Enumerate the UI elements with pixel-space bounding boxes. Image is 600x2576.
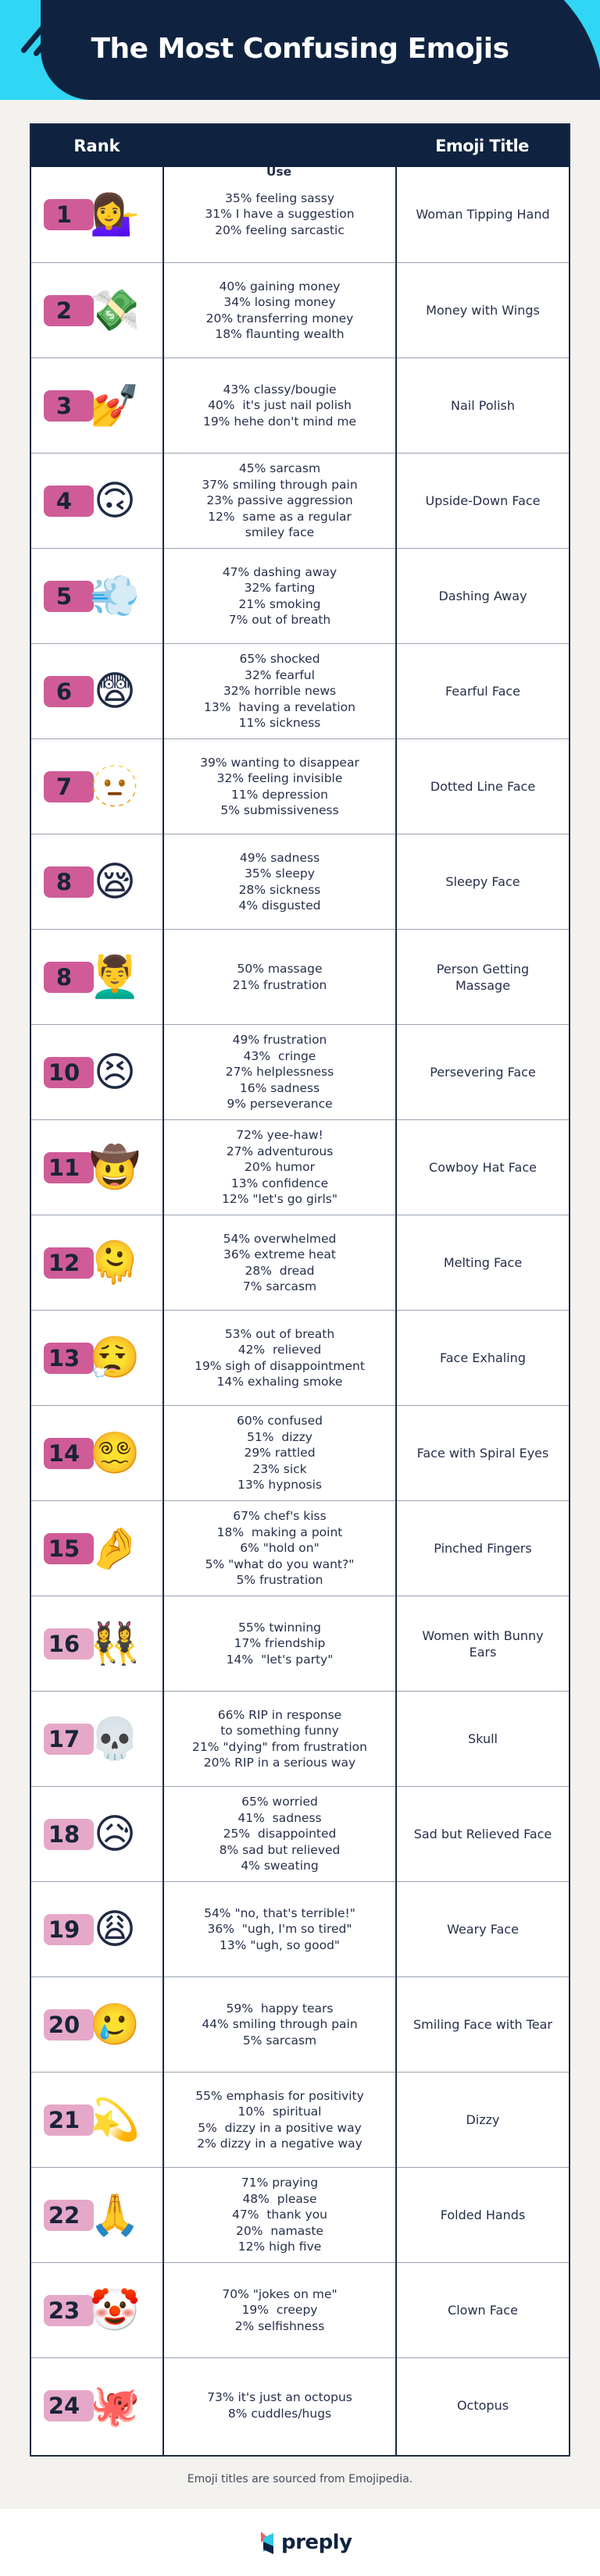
table-row xyxy=(31,1119,569,1215)
emoji-title-cell: Dotted Line Face xyxy=(430,779,536,794)
emoji-title-cell: Face Exhaling xyxy=(440,1350,526,1365)
use-line: 43% cringe xyxy=(243,1048,316,1063)
use-cell xyxy=(164,2168,395,2262)
emoji-title-cell: Weary Face xyxy=(447,1922,519,1937)
use-line: 32% feeling invisible xyxy=(216,771,343,785)
use-line: 13% hypnosis xyxy=(238,1478,322,1493)
rank-number: 18 xyxy=(48,1821,80,1848)
use-line: 2% dizzy in a negative way xyxy=(197,2137,362,2151)
emoji-title-cell: Smiling Face with Tear xyxy=(412,2017,553,2032)
use-line: 13% confidence xyxy=(230,1176,329,1190)
rank-number: 8 xyxy=(55,964,73,991)
rank-number: 4 xyxy=(55,488,73,514)
emoji-title-cell: Sleepy Face xyxy=(445,874,520,889)
rank-number: 12 xyxy=(48,1250,80,1276)
use-line: 7% sarcasm xyxy=(242,1279,317,1293)
emoji-icon: 😥 xyxy=(93,1811,137,1858)
emoji-icon: 😣 xyxy=(93,1049,137,1096)
use-cell xyxy=(164,2358,395,2453)
use-line: smiley face xyxy=(245,525,315,540)
rank-number: 15 xyxy=(48,1535,80,1562)
table-row xyxy=(31,1310,569,1405)
table-row xyxy=(31,2262,569,2357)
use-line: 5% frustration xyxy=(236,1573,323,1588)
rank-number: 10 xyxy=(48,1059,80,1086)
emoji-title-cell: Clown Face xyxy=(448,2303,518,2318)
use-line: 50% massage xyxy=(237,962,323,976)
emoji-title-cell: Upside-Down Face xyxy=(425,493,541,508)
rank-number: 3 xyxy=(55,393,73,419)
emoji-icon: 💆‍♂️ xyxy=(89,954,141,1001)
use-line: 13% "ugh, so good" xyxy=(219,1937,341,1952)
use-line: 23% sick xyxy=(252,1461,307,1476)
rank-number: 6 xyxy=(55,678,73,705)
use-line: 19% hehe don't mind me xyxy=(202,414,357,429)
use-line: 49% sadness xyxy=(239,850,320,865)
use-line: 51% dizzy xyxy=(247,1429,312,1444)
source-footnote: Emoji titles are sourced from Emojipedia. xyxy=(187,2473,413,2485)
table-row xyxy=(31,1691,569,1786)
use-line: 5% submissiveness xyxy=(220,803,339,817)
brand-name: preply xyxy=(281,2531,352,2554)
use-line: 35% sleepy xyxy=(245,866,315,881)
column-header-emoji-title: Emoji Title xyxy=(435,137,529,155)
use-line: 8% cuddles/hugs xyxy=(227,2406,332,2421)
emoji-title-cell: Money with Wings xyxy=(426,303,540,318)
table-header xyxy=(31,125,569,180)
table-row xyxy=(31,1596,569,1691)
column-header-use: Use xyxy=(266,165,292,180)
rank-number: 17 xyxy=(48,1726,80,1752)
emoji-icon: 🙃 xyxy=(93,478,137,525)
emoji-icon: 🤡 xyxy=(89,2287,141,2334)
use-line: 42% relieved xyxy=(238,1343,322,1357)
emoji-icon: 🤠 xyxy=(89,1144,141,1191)
rank-number: 8 xyxy=(55,869,73,895)
use-line: 13% having a revelation xyxy=(204,699,355,714)
use-line: 11% depression xyxy=(231,787,328,802)
emoji-title-cell: Sad but Relieved Face xyxy=(413,1827,552,1841)
use-line: 34% losing money xyxy=(223,295,336,309)
use-line: 36% "ugh, I'm so tired" xyxy=(207,1922,352,1937)
table-row xyxy=(31,358,569,453)
use-cell xyxy=(164,358,395,453)
use-line: 12% high five xyxy=(238,2240,322,2254)
use-line: 12% "let's go girls" xyxy=(222,1192,338,1207)
use-cell xyxy=(164,1596,395,1691)
emoji-icon: 🐙 xyxy=(89,2382,141,2429)
use-line: 59% happy tears xyxy=(226,2001,334,2016)
use-line: 18% flaunting wealth xyxy=(215,327,345,341)
use-line: 47% thank you xyxy=(232,2208,327,2222)
use-line: 21% smoking xyxy=(238,596,321,611)
use-line: 12% same as a regular xyxy=(208,509,352,524)
column-divider xyxy=(162,167,164,2455)
rank-number: 1 xyxy=(55,201,73,228)
use-line: 41% sadness xyxy=(238,1810,322,1825)
use-cell xyxy=(164,1787,395,1881)
rank-number: 7 xyxy=(55,774,73,800)
use-line: 7% out of breath xyxy=(228,613,331,627)
emoji-icon: 😨 xyxy=(93,668,137,715)
rank-number: 21 xyxy=(48,2107,80,2133)
column-header-rank: Rank xyxy=(73,137,120,155)
use-cell xyxy=(164,263,395,358)
use-line: 45% sarcasm xyxy=(238,461,321,476)
use-line: 36% extreme heat xyxy=(223,1247,336,1261)
use-line: 72% yee-haw! xyxy=(236,1128,323,1143)
emoji-title-cell: Face with Spiral Eyes xyxy=(416,1446,549,1461)
rank-number: 14 xyxy=(48,1440,80,1467)
use-line: 27% helplessness xyxy=(225,1065,334,1080)
use-cell xyxy=(164,739,395,834)
use-cell xyxy=(164,1882,395,1976)
page-title: The Most Confusing Emojis xyxy=(91,33,509,65)
table-row xyxy=(31,738,569,834)
use-line: 32% horrible news xyxy=(223,684,337,699)
rank-number: 2 xyxy=(55,297,73,324)
use-line: 66% RIP in response xyxy=(217,1707,342,1722)
brand-logo[interactable] xyxy=(261,2529,352,2556)
use-line: 32% fearful xyxy=(245,667,315,682)
footer xyxy=(0,2509,600,2576)
rank-number: 23 xyxy=(48,2297,80,2324)
use-line: 18% making a point xyxy=(216,1525,343,1539)
use-cell xyxy=(164,2073,395,2167)
use-cell xyxy=(164,167,395,262)
use-line: 4% sweating xyxy=(241,1859,319,1873)
use-line: 44% smiling through pain xyxy=(202,2017,358,2032)
emoji-icon: 💫 xyxy=(89,2097,141,2144)
table-row xyxy=(31,1500,569,1596)
use-line: 32% farting xyxy=(244,581,316,595)
use-line: 11% sickness xyxy=(238,716,321,731)
use-line: 14% "let's party" xyxy=(226,1652,334,1667)
table-row xyxy=(31,1215,569,1310)
use-line: 65% worried xyxy=(241,1795,318,1809)
emoji-icon: 💸 xyxy=(89,287,141,334)
emoji-icon: 😪 xyxy=(93,859,137,906)
rank-number: 22 xyxy=(48,2202,80,2229)
use-line: 10% spiritual xyxy=(238,2105,322,2119)
emoji-table xyxy=(30,123,570,2457)
use-cell xyxy=(164,930,395,1024)
use-line: 8% sad but relieved xyxy=(219,1842,341,1857)
emoji-title-cell: Octopus xyxy=(456,2398,509,2413)
use-line: 40% gaining money xyxy=(219,279,341,294)
use-line: 31% I have a suggestion xyxy=(205,207,355,222)
rank-number: 13 xyxy=(48,1345,80,1372)
use-line: 43% classy/bougie xyxy=(223,382,337,397)
use-line: 2% selfishness xyxy=(234,2318,325,2333)
use-line: 55% twinning xyxy=(238,1620,322,1635)
emoji-title-cell: Fearful Face xyxy=(445,684,521,699)
use-line: 27% adventurous xyxy=(226,1144,334,1158)
use-cell xyxy=(164,1120,395,1215)
emoji-icon: 💅 xyxy=(89,382,141,429)
use-line: 54% "no, that's terrible!" xyxy=(204,1905,355,1920)
emoji-title-cell: Nail Polish xyxy=(451,398,515,413)
use-cell xyxy=(164,1311,395,1405)
use-line: 16% sadness xyxy=(239,1080,320,1095)
emoji-icon: 😩 xyxy=(93,1906,137,1953)
emoji-icon: 👯‍♀️ xyxy=(89,1621,141,1667)
emoji-icon: 💨 xyxy=(89,573,141,620)
emoji-icon: 🤌 xyxy=(89,1525,141,1572)
use-line: 40% it's just nail polish xyxy=(208,398,352,413)
use-cell xyxy=(164,1977,395,2072)
use-line: 28% sickness xyxy=(238,882,321,897)
column-divider xyxy=(395,167,397,2455)
emoji-icon: 💀 xyxy=(89,1716,141,1763)
table-row xyxy=(31,2357,569,2453)
use-line: 5% dizzy in a positive way xyxy=(198,2120,362,2135)
use-line: 35% feeling sassy xyxy=(224,190,334,205)
table-row xyxy=(31,262,569,358)
use-line: 20% namaste xyxy=(236,2223,323,2238)
use-cell xyxy=(164,644,395,738)
emoji-icon: 🫥 xyxy=(89,763,141,810)
use-line: 6% "hold on" xyxy=(240,1541,320,1556)
use-line: 20% RIP in a serious way xyxy=(203,1756,356,1770)
table-row xyxy=(31,167,569,262)
table-row xyxy=(31,2072,569,2167)
use-line: 39% wanting to disappear xyxy=(200,755,359,770)
use-line: 60% confused xyxy=(237,1414,323,1429)
emoji-title-cell: Persevering Face xyxy=(430,1065,536,1080)
use-cell xyxy=(164,454,395,548)
emoji-title-cell: Cowboy Hat Face xyxy=(429,1160,537,1175)
use-line: 5% "what do you want?" xyxy=(205,1557,355,1571)
table-row xyxy=(31,2167,569,2262)
emoji-icon: 💁‍♀️ xyxy=(89,191,141,238)
use-line: 19% creepy xyxy=(241,2303,318,2318)
use-line: 20% humor xyxy=(245,1160,315,1175)
use-line: 53% out of breath xyxy=(224,1326,335,1341)
emoji-title-cell: Melting Face xyxy=(443,1255,523,1270)
table-row xyxy=(31,1881,569,1976)
use-line: 21% frustration xyxy=(232,977,327,992)
use-line: 37% smiling through pain xyxy=(202,477,358,492)
table-row xyxy=(31,834,569,929)
use-line: 73% it's just an octopus xyxy=(207,2390,352,2404)
use-line: 19% sigh of disappointment xyxy=(195,1358,365,1373)
emoji-title-cell: Dashing Away xyxy=(438,589,527,603)
emoji-icon: 🫠 xyxy=(89,1240,141,1286)
emoji-title-cell: Women with Bunny Ears xyxy=(422,1628,544,1660)
use-cell xyxy=(164,549,395,643)
emoji-icon: 🥲 xyxy=(89,2001,141,2048)
rank-number: 24 xyxy=(48,2393,80,2419)
use-line: 21% "dying" from frustration xyxy=(192,1739,367,1754)
use-cell xyxy=(164,834,395,929)
preply-logo-icon xyxy=(261,2532,275,2553)
table-row xyxy=(31,643,569,738)
use-line: 71% praying xyxy=(241,2176,319,2190)
use-line: 47% dashing away xyxy=(222,564,338,579)
use-cell xyxy=(164,1692,395,1786)
table-row xyxy=(31,1024,569,1119)
table-row xyxy=(31,1405,569,1500)
use-line: 65% shocked xyxy=(239,652,320,667)
use-cell xyxy=(164,1406,395,1500)
table-row xyxy=(31,548,569,643)
use-line: 67% chef's kiss xyxy=(233,1509,327,1524)
use-line: to something funny xyxy=(220,1724,339,1738)
rank-number: 5 xyxy=(55,583,73,610)
rank-number: 19 xyxy=(48,1916,80,1943)
use-line: 17% friendship xyxy=(234,1636,326,1651)
use-line: 54% overwhelmed xyxy=(223,1231,337,1246)
use-line: 25% disappointed xyxy=(223,1827,337,1841)
emoji-title-cell: Skull xyxy=(468,1731,498,1746)
use-line: 48% please xyxy=(242,2191,317,2206)
use-line: 70% "jokes on me" xyxy=(222,2286,338,2301)
header-banner xyxy=(0,0,600,100)
use-line: 14% exhaling smoke xyxy=(216,1375,343,1389)
table-row xyxy=(31,1976,569,2072)
use-line: 4% disgusted xyxy=(238,898,321,913)
use-line: 29% rattled xyxy=(244,1446,316,1461)
rank-number: 20 xyxy=(48,2012,80,2038)
use-line: 49% frustration xyxy=(232,1033,327,1048)
rank-number: 16 xyxy=(48,1631,80,1657)
emoji-title-cell: Pinched Fingers xyxy=(434,1541,532,1556)
emoji-title-cell: Folded Hands xyxy=(440,2208,526,2222)
emoji-icon: 🙏 xyxy=(89,2192,141,2239)
use-cell xyxy=(164,1025,395,1119)
table-row xyxy=(31,929,569,1024)
emoji-icon: 😵‍💫 xyxy=(89,1430,141,1477)
use-line: 5% sarcasm xyxy=(242,2033,317,2048)
emoji-title-cell: Dizzy xyxy=(466,2112,500,2127)
use-cell xyxy=(164,1215,395,1310)
table-row xyxy=(31,1786,569,1881)
use-cell xyxy=(164,1501,395,1596)
use-line: 28% dread xyxy=(245,1263,315,1278)
emoji-title-cell: Person Getting Massage xyxy=(436,961,530,993)
rank-number: 11 xyxy=(48,1155,80,1181)
use-line: 55% emphasis for positivity xyxy=(195,2088,364,2103)
use-cell xyxy=(164,2263,395,2357)
table-row xyxy=(31,453,569,548)
emoji-title-cell: Woman Tipping Hand xyxy=(416,207,550,222)
use-line: 20% feeling sarcastic xyxy=(215,222,345,237)
use-line: 20% transferring money xyxy=(205,311,354,326)
use-line: 23% passive aggression xyxy=(206,493,353,508)
emoji-icon: 😮‍💨 xyxy=(89,1335,141,1382)
use-line: 9% perseverance xyxy=(227,1097,333,1112)
